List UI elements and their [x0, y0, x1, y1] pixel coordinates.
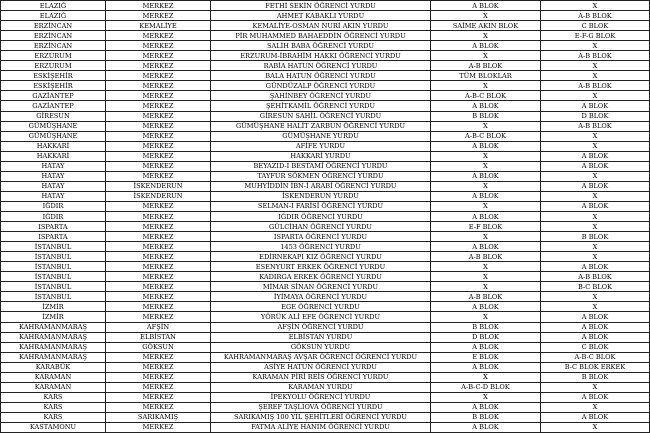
female-blocks-cell: A BLOK: [431, 171, 541, 181]
dormitory-name-cell: GÜNDÜZALP ÖĞRENCİ YURDU: [211, 81, 431, 91]
male-blocks-cell: X: [541, 131, 650, 141]
province-cell: İSTANBUL: [1, 252, 106, 262]
female-blocks-cell: A BLOK: [431, 362, 541, 372]
dormitory-name-cell: AFİFE YURDU: [211, 141, 431, 151]
province-cell: HATAY: [1, 181, 106, 191]
province-cell: İSTANBUL: [1, 262, 106, 272]
female-blocks-cell: A BLOK: [431, 242, 541, 252]
female-blocks-cell: X: [431, 262, 541, 272]
district-cell: MERKEZ: [106, 101, 211, 111]
province-cell: İSTANBUL: [1, 242, 106, 252]
dormitory-name-cell: GÜMÜŞHANE HALİT ZARBUN ÖĞRENCİ YURDU: [211, 121, 431, 131]
male-blocks-cell: X: [541, 71, 650, 81]
table-row: [1, 131, 650, 141]
table-row: [1, 21, 650, 31]
male-blocks-cell: X: [541, 382, 650, 392]
district-cell: MERKEZ: [106, 151, 211, 161]
district-cell: MERKEZ: [106, 372, 211, 382]
dormitory-name-cell: BEYAZID-I BESTAMİ ÖĞRENCİ YURDU: [211, 161, 431, 171]
male-blocks-cell: E-F-G BLOK: [541, 31, 650, 41]
male-blocks-cell: X: [541, 222, 650, 232]
table-row: [1, 181, 650, 191]
table-row: [1, 81, 650, 91]
district-cell: MERKEZ: [106, 252, 211, 262]
province-cell: ESKİŞEHİR: [1, 81, 106, 91]
district-cell: MERKEZ: [106, 211, 211, 221]
district-cell: MERKEZ: [106, 232, 211, 242]
table-row: [1, 151, 650, 161]
table-row: [1, 412, 650, 422]
district-cell: SARIKAMIŞ: [106, 412, 211, 422]
male-blocks-cell: A-B BLOK: [541, 81, 650, 91]
table-row: [1, 332, 650, 342]
female-blocks-cell: X: [431, 81, 541, 91]
male-blocks-cell: X: [541, 171, 650, 181]
table-row: [1, 121, 650, 131]
female-blocks-cell: A BLOK: [431, 41, 541, 51]
dormitory-name-cell: SALİH BABA ÖĞRENCİ YURDU: [211, 41, 431, 51]
female-blocks-cell: A-B-C BLOK: [431, 91, 541, 101]
province-cell: İSTANBUL: [1, 292, 106, 302]
female-blocks-cell: X: [431, 392, 541, 402]
male-blocks-cell: A BLOK: [541, 332, 650, 342]
dormitory-name-cell: ESENYURT ERKEK ÖĞRENCİ YURDU: [211, 262, 431, 272]
female-blocks-cell: A BLOK: [431, 422, 541, 432]
female-blocks-cell: E-F BLOK: [431, 222, 541, 232]
table-row: [1, 51, 650, 61]
dormitory-name-cell: YÖRÜK ALİ EFE ÖĞRENCİ YURDU: [211, 312, 431, 322]
dormitory-name-cell: KEMALİYE-OSMAN NURİ AKIN YURDU: [211, 21, 431, 31]
district-cell: MERKEZ: [106, 11, 211, 21]
district-cell: MERKEZ: [106, 51, 211, 61]
male-blocks-cell: B BLOK: [541, 372, 650, 382]
table-row: [1, 422, 650, 432]
female-blocks-cell: X: [431, 11, 541, 21]
province-cell: ERZURUM: [1, 51, 106, 61]
province-cell: KARABÜK: [1, 362, 106, 372]
dormitory-name-cell: ASİYE HATUN ÖĞRENCİ YURDU: [211, 362, 431, 372]
district-cell: MERKEZ: [106, 362, 211, 372]
female-blocks-cell: X: [431, 312, 541, 322]
province-cell: KARS: [1, 402, 106, 412]
district-cell: MERKEZ: [106, 171, 211, 181]
female-blocks-cell: X: [431, 121, 541, 131]
province-cell: GÜMÜŞHANE: [1, 121, 106, 131]
district-cell: KEMALİYE: [106, 21, 211, 31]
female-blocks-cell: A-B BLOK: [431, 292, 541, 302]
dormitory-name-cell: AFŞİN ÖĞRENCİ YURDU: [211, 322, 431, 332]
district-cell: MERKEZ: [106, 262, 211, 272]
province-cell: HATAY: [1, 161, 106, 171]
dormitory-name-cell: ŞEREF TAŞLIOVA ÖĞRENCİ YURDU: [211, 402, 431, 412]
dormitory-name-cell: İPEKYOLU ÖĞRENCİ YURDU: [211, 392, 431, 402]
male-blocks-cell: X: [541, 1, 650, 11]
dormitory-name-cell: ISPARTA ÖĞRENCİ YURDU: [211, 232, 431, 242]
province-cell: GAZİANTEP: [1, 101, 106, 111]
dormitory-name-cell: ŞAHİNBEY ÖĞRENCİ YURDU: [211, 91, 431, 101]
dormitory-name-cell: SELMAN-I FARİSİ ÖĞRENCİ YURDU: [211, 201, 431, 211]
male-blocks-cell: A BLOK: [541, 322, 650, 332]
district-cell: MERKEZ: [106, 121, 211, 131]
female-blocks-cell: B BLOK: [431, 111, 541, 121]
table-row: [1, 262, 650, 272]
table-row: [1, 1, 650, 11]
province-cell: İZMİR: [1, 302, 106, 312]
province-cell: ESKİŞEHİR: [1, 71, 106, 81]
province-cell: GÜMÜŞHANE: [1, 131, 106, 141]
male-blocks-cell: X: [541, 292, 650, 302]
district-cell: MERKEZ: [106, 71, 211, 81]
female-blocks-cell: X: [431, 201, 541, 211]
female-blocks-cell: X: [431, 282, 541, 292]
dormitory-name-cell: KADIRGA ERKEK ÖĞRENCİ YURDU: [211, 272, 431, 282]
dormitory-name-cell: KAHRAMANMARAŞ AVŞAR ÖĞRENCİ ÖĞRENCİ YURDU: [211, 352, 431, 362]
district-cell: MERKEZ: [106, 131, 211, 141]
female-blocks-cell: A BLOK: [431, 302, 541, 312]
province-cell: KAHRAMANMARAŞ: [1, 342, 106, 352]
dormitory-name-cell: GÜLCİHAN ÖĞRENCİ YURDU: [211, 222, 431, 232]
male-blocks-cell: X: [541, 211, 650, 221]
table-row: [1, 242, 650, 252]
male-blocks-cell: X: [541, 61, 650, 71]
female-blocks-cell: A-B BLOK: [431, 252, 541, 262]
male-blocks-cell: X: [541, 302, 650, 312]
female-blocks-cell: X: [431, 151, 541, 161]
district-cell: MERKEZ: [106, 41, 211, 51]
district-cell: MERKEZ: [106, 382, 211, 392]
district-cell: MERKEZ: [106, 141, 211, 151]
male-blocks-cell: A-B BLOK: [541, 51, 650, 61]
dormitory-name-cell: GÖKSUN YURDU: [211, 342, 431, 352]
male-blocks-cell: A BLOK: [541, 262, 650, 272]
male-blocks-cell: X: [541, 402, 650, 412]
province-cell: ERZURUM: [1, 61, 106, 71]
district-cell: MERKEZ: [106, 392, 211, 402]
female-blocks-cell: TÜM BLOKLAR: [431, 71, 541, 81]
female-blocks-cell: A BLOK: [431, 211, 541, 221]
province-cell: İZMİR: [1, 312, 106, 322]
dormitory-name-cell: PİR MUHAMMED BAHAEDDİN ÖĞRENCİ YURDU: [211, 31, 431, 41]
table-row: [1, 91, 650, 101]
province-cell: ERZİNCAN: [1, 21, 106, 31]
dormitory-name-cell: EDİRNEKAPI KIZ ÖĞRENCİ YURDU: [211, 252, 431, 262]
province-cell: KARAMAN: [1, 382, 106, 392]
table-row: [1, 362, 650, 372]
district-cell: GÖKSUN: [106, 342, 211, 352]
table-row: [1, 312, 650, 322]
district-cell: MERKEZ: [106, 222, 211, 232]
province-cell: GAZİANTEP: [1, 91, 106, 101]
table-row: [1, 61, 650, 71]
dormitory-name-cell: IĞDIR ÖĞRENCİ YURDU: [211, 211, 431, 221]
district-cell: AFŞİN: [106, 322, 211, 332]
dormitory-name-cell: ELBİSTAN YURDU: [211, 332, 431, 342]
province-cell: ERZİNCAN: [1, 31, 106, 41]
province-cell: KAHRAMANMARAŞ: [1, 352, 106, 362]
district-cell: İSKENDERUN: [106, 181, 211, 191]
table-row: [1, 392, 650, 402]
dormitory-name-cell: KARAMAN PİRİ REİS ÖĞRENCİ YURDU: [211, 372, 431, 382]
dormitory-name-cell: GÜMÜŞHANE YURDU: [211, 131, 431, 141]
male-blocks-cell: X: [541, 141, 650, 151]
male-blocks-cell: X: [541, 242, 650, 252]
province-cell: ERZİNCAN: [1, 41, 106, 51]
dormitory-name-cell: HAKKARİ YURDU: [211, 151, 431, 161]
male-blocks-cell: X: [541, 252, 650, 262]
dormitory-name-cell: RABİA HATUN ÖĞRENCİ YURDU: [211, 61, 431, 71]
province-cell: KAHRAMANMARAŞ: [1, 332, 106, 342]
district-cell: MERKEZ: [106, 61, 211, 71]
dormitory-name-cell: BALA HATUN ÖĞRENCİ YURDU: [211, 71, 431, 81]
male-blocks-cell: D BLOK: [541, 111, 650, 121]
male-blocks-cell: X: [541, 422, 650, 432]
female-blocks-cell: A-B-C-D BLOK: [431, 382, 541, 392]
table-row: [1, 101, 650, 111]
female-blocks-cell: A BLOK: [431, 342, 541, 352]
female-blocks-cell: X: [431, 232, 541, 242]
province-cell: KASTAMONU: [1, 422, 106, 432]
male-blocks-cell: A-B BLOK: [541, 11, 650, 21]
table-row: [1, 161, 650, 171]
district-cell: MERKEZ: [106, 352, 211, 362]
dormitory-name-cell: İYİMAYA ÖĞRENCİ YURDU: [211, 292, 431, 302]
dormitory-name-cell: TAYFUR SÖKMEN ÖĞRENCİ YURDU: [211, 171, 431, 181]
female-blocks-cell: X: [431, 181, 541, 191]
district-cell: MERKEZ: [106, 302, 211, 312]
table-row: [1, 322, 650, 332]
male-blocks-cell: A BLOK: [541, 312, 650, 322]
province-cell: ISPARTA: [1, 232, 106, 242]
province-cell: IĞDIR: [1, 201, 106, 211]
province-cell: HATAY: [1, 171, 106, 181]
dormitory-name-cell: MUHYİDDİN İBN-İ ARABİ ÖĞRENCİ YURDU: [211, 181, 431, 191]
province-cell: KAHRAMANMARAŞ: [1, 322, 106, 332]
female-blocks-cell: A BLOK: [431, 402, 541, 412]
dormitory-name-cell: GİRESUN SAHİL ÖĞRENCİ YURDU: [211, 111, 431, 121]
district-cell: MERKEZ: [106, 272, 211, 282]
province-cell: İSTANBUL: [1, 272, 106, 282]
province-cell: GİRESUN: [1, 111, 106, 121]
dormitory-name-cell: MİMAR SİNAN ÖĞRENCİ YURDU: [211, 282, 431, 292]
female-blocks-cell: A-B BLOK: [431, 61, 541, 71]
table-row: [1, 232, 650, 242]
female-blocks-cell: D BLOK: [431, 332, 541, 342]
female-blocks-cell: A BLOK: [431, 101, 541, 111]
male-blocks-cell: C BLOK: [541, 342, 650, 352]
district-cell: MERKEZ: [106, 242, 211, 252]
male-blocks-cell: B-C BLOK ERKEK: [541, 362, 650, 372]
table-row: [1, 201, 650, 211]
male-blocks-cell: A BLOK: [541, 151, 650, 161]
dormitory-name-cell: 1453 ÖĞRENCİ YURDU: [211, 242, 431, 252]
table-row: [1, 222, 650, 232]
female-blocks-cell: X: [431, 31, 541, 41]
male-blocks-cell: A BLOK: [541, 412, 650, 422]
table-row: [1, 141, 650, 151]
table-row: [1, 352, 650, 362]
female-blocks-cell: B BLOK: [431, 412, 541, 422]
male-blocks-cell: C BLOK: [541, 21, 650, 31]
dormitory-name-cell: FATMA ALİYE HANIM ÖĞRENCİ YURDU: [211, 422, 431, 432]
female-blocks-cell: A BLOK: [431, 1, 541, 11]
province-cell: ELAZIĞ: [1, 11, 106, 21]
district-cell: MERKEZ: [106, 81, 211, 91]
province-cell: KARS: [1, 412, 106, 422]
district-cell: MERKEZ: [106, 312, 211, 322]
male-blocks-cell: A-B-C BLOK: [541, 352, 650, 362]
table-row: [1, 292, 650, 302]
female-blocks-cell: A-B-C BLOK: [431, 131, 541, 141]
district-cell: MERKEZ: [106, 282, 211, 292]
female-blocks-cell: SAİME AKIN BLOK: [431, 21, 541, 31]
female-blocks-cell: X: [431, 272, 541, 282]
table-row: [1, 282, 650, 292]
table-row: [1, 252, 650, 262]
table-row: [1, 402, 650, 412]
male-blocks-cell: A BLOK: [541, 392, 650, 402]
male-blocks-cell: A-B BLOK: [541, 121, 650, 131]
table-row: [1, 382, 650, 392]
province-cell: HAKKARİ: [1, 151, 106, 161]
male-blocks-cell: A BLOK: [541, 181, 650, 191]
district-cell: MERKEZ: [106, 91, 211, 101]
female-blocks-cell: A BLOK: [431, 141, 541, 151]
female-blocks-cell: A BLOK: [431, 191, 541, 201]
dormitory-name-cell: FETHİ SEKİN ÖĞRENCİ YURDU: [211, 1, 431, 11]
male-blocks-cell: X: [541, 191, 650, 201]
province-cell: KARAMAN: [1, 372, 106, 382]
district-cell: MERKEZ: [106, 422, 211, 432]
male-blocks-cell: A BLOK: [541, 101, 650, 111]
male-blocks-cell: A BLOK: [541, 201, 650, 211]
table-row: [1, 272, 650, 282]
district-cell: MERKEZ: [106, 161, 211, 171]
table-row: [1, 11, 650, 21]
table-row: [1, 211, 650, 221]
district-cell: MERKEZ: [106, 201, 211, 211]
dormitory-name-cell: KARAMAN YURDU: [211, 382, 431, 392]
dormitory-name-cell: EGE ÖĞRENCİ YURDU: [211, 302, 431, 312]
district-cell: MERKEZ: [106, 111, 211, 121]
table-row: [1, 71, 650, 81]
province-cell: İSTANBUL: [1, 282, 106, 292]
province-cell: ELAZIĞ: [1, 1, 106, 11]
male-blocks-cell: X: [541, 91, 650, 101]
female-blocks-cell: B BLOK: [431, 322, 541, 332]
district-cell: ELBİSTAN: [106, 332, 211, 342]
district-cell: MERKEZ: [106, 31, 211, 41]
male-blocks-cell: A-B BLOK: [541, 272, 650, 282]
female-blocks-cell: X: [431, 51, 541, 61]
table-body: [1, 1, 650, 433]
district-cell: MERKEZ: [106, 1, 211, 11]
district-cell: MERKEZ: [106, 402, 211, 412]
table-row: [1, 31, 650, 41]
dormitory-name-cell: ŞEHİTKAMİL ÖĞRENCİ YURDU: [211, 101, 431, 111]
female-blocks-cell: X: [431, 161, 541, 171]
table-row: [1, 41, 650, 51]
male-blocks-cell: A BLOK: [541, 161, 650, 171]
dormitory-name-cell: İSKENDERUN YURDU: [211, 191, 431, 201]
table-row: [1, 191, 650, 201]
table-row: [1, 342, 650, 352]
male-blocks-cell: B-C BLOK: [541, 282, 650, 292]
dormitory-name-cell: AHMET KABAKLI YURDU: [211, 11, 431, 21]
dormitory-name-cell: ERZURUM-İBRAHİM HAKKI ÖĞRENCİ YURDU: [211, 51, 431, 61]
district-cell: İSKENDERUN: [106, 191, 211, 201]
district-cell: MERKEZ: [106, 292, 211, 302]
male-blocks-cell: B BLOK: [541, 232, 650, 242]
province-cell: HAKKARİ: [1, 141, 106, 151]
table-row: [1, 111, 650, 121]
province-cell: HATAY: [1, 191, 106, 201]
province-cell: KARS: [1, 392, 106, 402]
province-cell: IĞDIR: [1, 211, 106, 221]
female-blocks-cell: X: [431, 372, 541, 382]
table-row: [1, 171, 650, 181]
male-blocks-cell: X: [541, 41, 650, 51]
female-blocks-cell: E BLOK: [431, 352, 541, 362]
table-row: [1, 372, 650, 382]
dormitory-name-cell: SARIKAMIŞ 100 YIL ŞEHİTLERİ ÖĞRENCİ YURDU: [211, 412, 431, 422]
table-row: [1, 302, 650, 312]
province-cell: ISPARTA: [1, 222, 106, 232]
